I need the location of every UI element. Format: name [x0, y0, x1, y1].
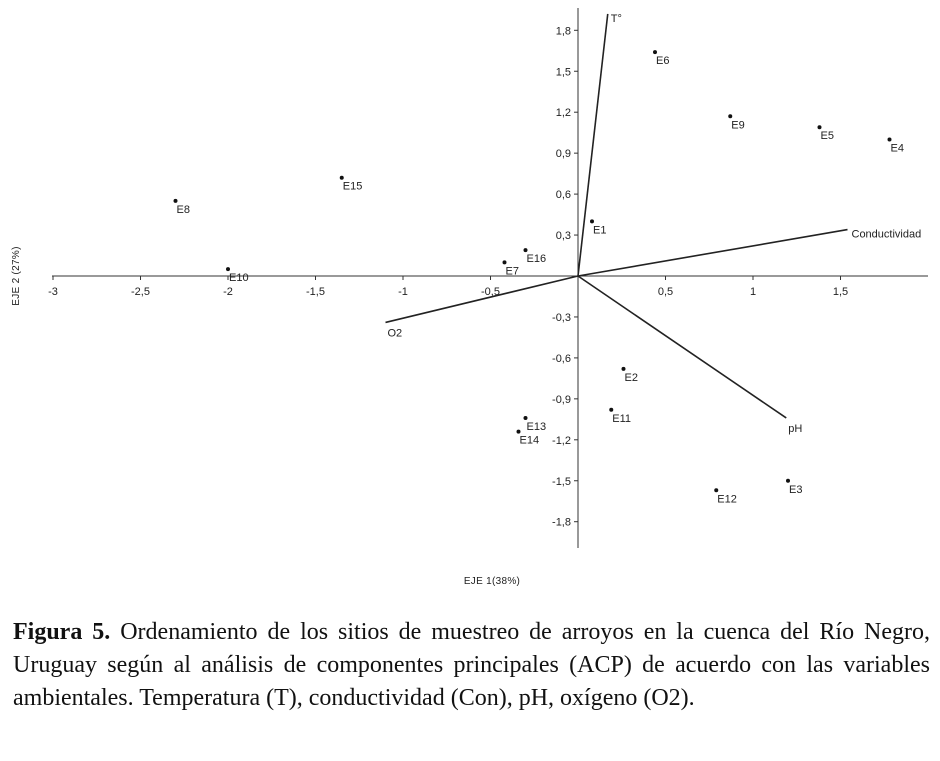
data-point — [590, 219, 594, 223]
data-point — [714, 488, 718, 492]
x-axis-title: EJE 1(38%) — [463, 576, 521, 587]
point-label: E2 — [624, 371, 638, 384]
y-tick-label: -0,3 — [552, 311, 571, 324]
vector-line — [578, 14, 608, 276]
point-label: E11 — [612, 412, 632, 425]
data-point — [818, 125, 822, 129]
vector-line — [578, 230, 848, 276]
point-label: E13 — [526, 420, 547, 433]
y-tick-label: 1,8 — [555, 25, 571, 38]
point-label: E3 — [789, 483, 803, 496]
vectors — [386, 13, 922, 435]
y-tick-label: -1,8 — [552, 516, 571, 529]
data-point — [888, 138, 892, 142]
x-tick-label: -2 — [223, 286, 233, 298]
x-tick-label: 0,5 — [657, 286, 674, 298]
data-point — [174, 199, 178, 203]
y-tick-label: -1,5 — [552, 475, 571, 488]
x-tick-label: -3 — [48, 286, 58, 298]
data-point — [340, 176, 344, 180]
data-point — [503, 260, 507, 264]
figure-caption — [13, 616, 930, 715]
point-label: E5 — [820, 130, 834, 143]
vector-label: pH — [788, 422, 803, 435]
y-tick-label: -0,6 — [552, 352, 571, 365]
y-tick-label: 0,3 — [555, 230, 571, 243]
y-tick-label: 1,2 — [555, 107, 571, 120]
y-axis-title: EJE 2 (27%) — [11, 246, 22, 306]
points — [174, 50, 904, 505]
y-tick-label: 0,6 — [555, 189, 571, 202]
point-label: E14 — [519, 434, 540, 447]
axes — [48, 8, 928, 548]
vector-label: Conductividad — [851, 228, 922, 241]
x-tick-label: -1 — [398, 286, 408, 298]
vector-line — [386, 276, 579, 322]
data-point — [622, 367, 626, 371]
x-tick-label: -0,5 — [481, 286, 500, 298]
point-label: E9 — [731, 119, 745, 132]
point-label: E1 — [593, 224, 607, 237]
data-point — [524, 416, 528, 420]
point-label: E7 — [505, 265, 519, 278]
data-point — [517, 430, 521, 434]
vector-label: O2 — [387, 327, 403, 340]
point-label: E12 — [717, 493, 737, 506]
point-label: E10 — [229, 272, 249, 285]
data-point — [609, 408, 613, 412]
data-point — [653, 50, 657, 54]
y-tick-label: 0,9 — [555, 148, 571, 161]
caption-text: Ordenamiento de los sitios de muestreo de arroyos en la cuenca del Río Negro, Uruguay según al análisis de componentes principales (ACP) de acuerdo con las variables ambientales. Temperatura (T), conductividad (Con), pH, oxígeno (O2). — [13, 619, 931, 711]
point-label: E4 — [890, 142, 904, 155]
data-point — [524, 248, 528, 252]
point-label: E6 — [656, 55, 670, 68]
data-point — [728, 114, 732, 118]
x-tick-label: -1,5 — [306, 286, 325, 298]
point-label: E8 — [176, 203, 190, 216]
y-tick-label: -1,2 — [552, 434, 571, 447]
x-tick-label: 1,5 — [832, 286, 849, 298]
point-label: E15 — [342, 180, 363, 193]
point-label: E16 — [526, 253, 547, 266]
x-tick-label: 1 — [749, 286, 757, 298]
data-point — [786, 479, 790, 483]
y-tick-label: 1,5 — [555, 66, 571, 79]
data-point — [226, 267, 230, 271]
x-tick-label: -2,5 — [131, 286, 150, 298]
y-tick-label: -0,9 — [552, 393, 571, 406]
caption-label: Figura 5. — [13, 619, 111, 645]
vector-label: T° — [610, 12, 622, 25]
